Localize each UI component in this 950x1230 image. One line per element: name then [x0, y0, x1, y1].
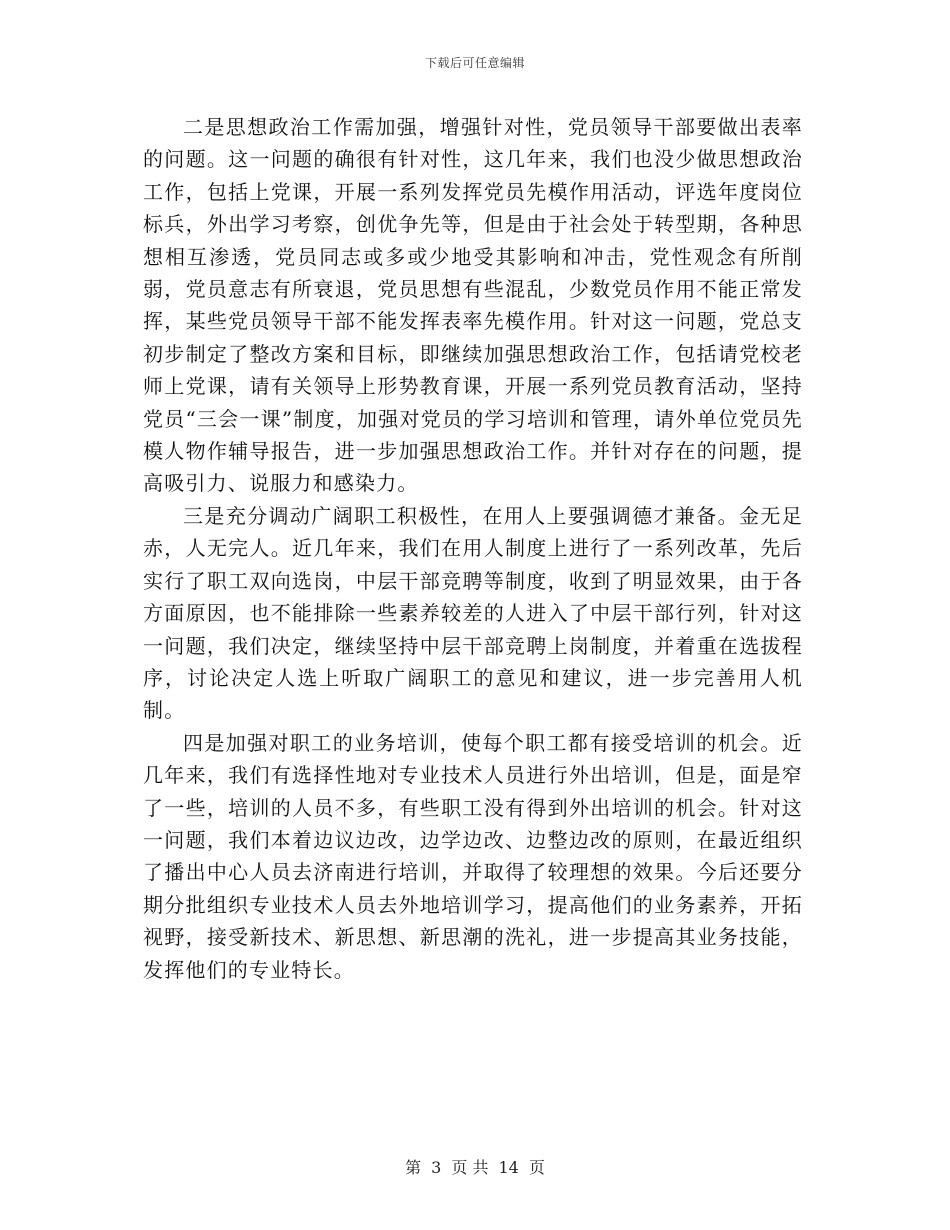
footer-suffix: 页: [528, 1158, 545, 1177]
footer-current-page: 3: [431, 1158, 442, 1177]
footer-middle: 页 共: [451, 1158, 489, 1177]
page-number-footer: [0, 1155, 950, 1178]
footer-total-pages: 14: [498, 1158, 519, 1177]
page-header-note: 下载后可任意编辑: [424, 56, 525, 70]
paragraph-4: 四是加强对职工的业务培训，使每个职工都有接受培训的机会。近几年来，我们有选择性地对专业技术人员进行外出培训，但是，面是窄了一些，培训的人员不多，有些职工没有得到外出培训的机会。针对这一问题，我们本着边议边改，边学边改、边整边改的原则，在最近组织了播出中心人员去济南进行培训，并取得了较理想的效果。今后还要分期分批组织专业技术人员去外地培训学习，提高他们的业务素养，开拓视野，接受新技术、新思想、新思潮的洗礼，进一步提高其业务技能，发挥他们的专业特长。: [143, 730, 803, 982]
paragraph-2: 二是思想政治工作需加强，增强针对性，党员领导干部要做出表率的问题。这一问题的确很有针对性，这几年来，我们也没少做思想政治工作，包括上党课，开展一系列发挥党员先模作用活动，评选年度岗位标兵，外出学习考察，创优争先等，但是由于社会处于转型期，各种思想相互渗透，党员同志或多或少地受其影响和冲击，党性观念有所削弱，党员意志有所衰退，党员思想有些混乱，少数党员作用不能正常发挥，某些党员领导干部不能发挥表率先模作用。针对这一问题，党总支初步制定了整改方案和目标，即继续加强思想政治工作，包括请党校老师上党课，请有关领导上形势教育课，开展一系列党员教育活动，坚持党员“三会一课”制度，加强对党员的学习培训和管理，请外单位党员先模人物作辅导报告，进一步加强思想政治工作。并针对存在的问题，提高吸引力、说服力和感染力。: [143, 115, 803, 496]
document-body: [143, 111, 803, 986]
footer-prefix: 第: [405, 1158, 422, 1177]
paragraph-3: 三是充分调动广阔职工积极性，在用人上要强调德才兼备。金无足赤，人无完人。近几年来，我们在用人制度上进行了一系列改革，先后实行了职工双向选岗，中层干部竞聘等制度，收到了明显效果，由于各方面原因，也不能排除一些素养较差的人进入了中层干部行列，针对这一问题，我们决定，继续坚持中层干部竞聘上岗制度，并着重在选拔程序，讨论决定人选上听取广阔职工的意见和建议，进一步完善用人机制。: [143, 503, 803, 723]
